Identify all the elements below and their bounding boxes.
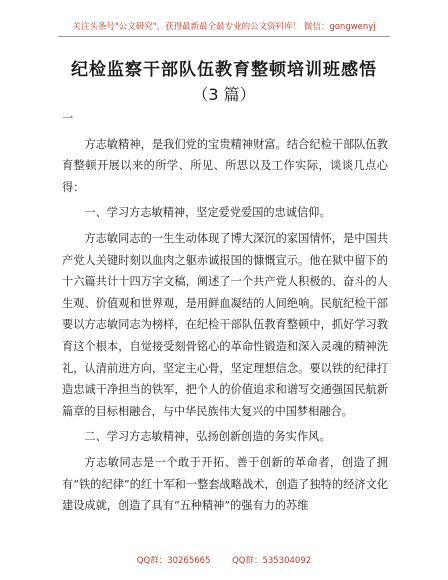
header-divider — [58, 36, 390, 37]
section-heading: 二、学习方志敏精神，弘扬创新创造的务实作风。 — [84, 430, 331, 444]
document-subtitle: （3 篇） — [192, 85, 256, 104]
body-paragraph: 方志敏同志的一生生动体现了博大深沉的家国情怀，是中国共产党人关键时刻以血肉之躯赤诚报国的慷慨宣示。他在狱中留下的十六篇共计十四万字文稿，阐述了一个共产党人积极的、奋斗的人生观、价值观和世界观，是用鲜血凝结的人间绝响。民航纪检干部要以方志敏同志为榜样，在纪检干部队伍教育整顿中，抓好学习教育这个根本，自觉接受刻骨铭心的革命性锻造和深入灵魂的精神洗礼，认清前进方向，坚定主心骨，坚定理想信念。要以铁的纪律打造忠诚干净担当的铁军，把个人的价值追求和谱写交通强国民航新篇章的目标相融合，与中华民族伟大复兴的中国梦相融合。 — [62, 231, 388, 418]
body-paragraph: 方志敏精神，是我们党的宝贵精神财富。结合纪检干部队伍教育整顿开展以来的所学、所见、所思以及工作实际，谈谈几点心得： — [62, 137, 388, 194]
section-marker: 一 — [62, 112, 74, 125]
header-promo-note: 关注头条号"公文研究"，获得最新最全最专业的公文资料库！ 微信：gongwenyj — [72, 22, 376, 32]
document-title: 纪检监察干部队伍教育整顿培训班感悟 — [71, 60, 377, 80]
body-paragraph: 方志敏同志是一个敢于开拓、善于创新的革命者，创造了拥有“铁的纪律”的红十军和一整套战略战术，创造了独特的经济文化建设成就，创造了具有“五种精神”的强有力的苏维 — [62, 455, 388, 513]
section-heading: 一、学习方志敏精神，坚定爱党爱国的忠诚信仰。 — [84, 206, 331, 220]
footer-contact: QQ群：30265665 QQ群：535304092 — [136, 556, 312, 566]
document-body — [62, 108, 388, 517]
